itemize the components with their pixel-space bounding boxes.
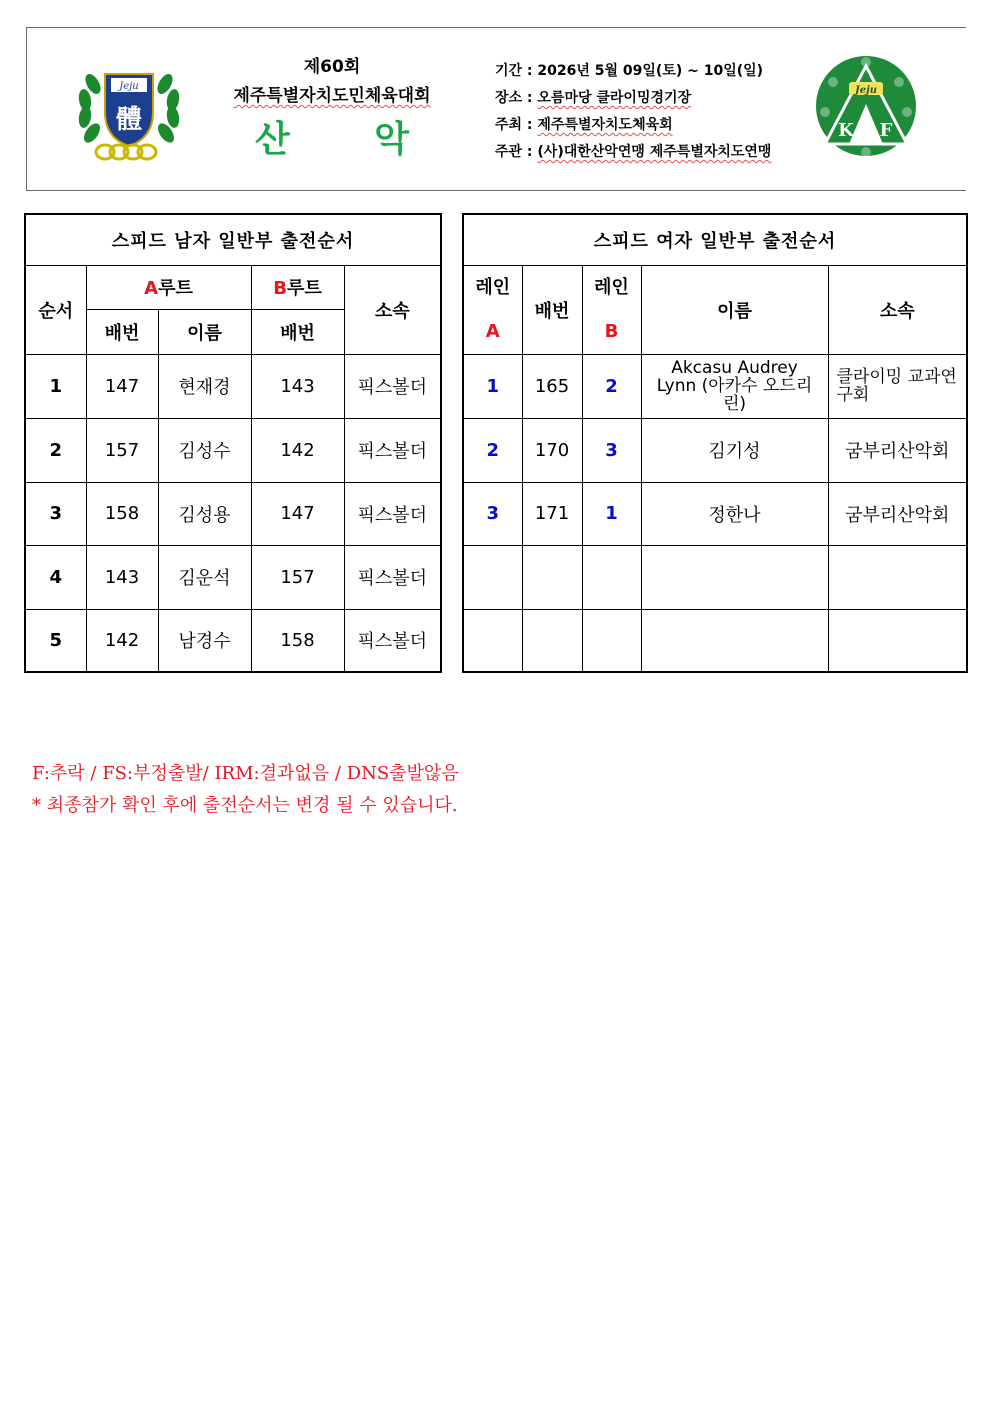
table-row: 3 158 김성용 147 픽스볼더 — [25, 482, 441, 545]
route-a-header: A루트 — [86, 265, 251, 309]
lane-a-header: 레인 A — [463, 265, 522, 354]
bib-header: 배번 — [522, 265, 582, 354]
svg-text:F: F — [879, 120, 893, 141]
women-start-list-table — [462, 213, 968, 673]
event-info — [495, 58, 771, 166]
table-row: 2 170 3 김기성 굼부리산악회 — [463, 418, 967, 482]
table-row: 1 147 현재경 143 픽스볼더 — [25, 354, 441, 418]
table-row: 2 157 김성수 142 픽스볼더 — [25, 418, 441, 482]
order-header: 순서 — [25, 265, 86, 354]
svg-text:Jeju: Jeju — [119, 81, 139, 92]
jeju-sports-council-logo — [71, 54, 187, 164]
edition-label: 제60회 — [303, 57, 361, 77]
event-title-block — [207, 52, 457, 170]
note-abbreviations: F:추락 / FS:부정출발/ IRM:결과없음 / DNS출발않음 — [32, 763, 459, 784]
women-table-title: 스피드 여자 일반부 출전순서 — [463, 214, 967, 265]
table-row: 5 142 남경수 158 픽스볼더 — [25, 609, 441, 672]
svg-text:K: K — [838, 120, 854, 141]
affiliation-header: 소속 — [828, 265, 967, 354]
route-a-name-header: 이름 — [158, 309, 251, 354]
note-order-change: * 최종참가 확인 후에 출전순서는 변경 될 수 있습니다. — [32, 795, 458, 816]
affiliation-header: 소속 — [344, 265, 441, 354]
event-header — [26, 27, 966, 191]
table-row: 3 171 1 정한나 굼부리산악회 — [463, 482, 967, 545]
table-row: 4 143 김운석 157 픽스볼더 — [25, 545, 441, 609]
svg-text:體: 體 — [115, 105, 143, 135]
table-row — [463, 609, 967, 672]
route-b-header: B루트 — [251, 265, 344, 309]
info-organizer: 주관 : (사)대한산악연맹 제주특별자치도연맹 — [495, 144, 772, 160]
event-name: 제주특별자치도민체육대회 — [233, 86, 431, 106]
jeju-alpine-federation-logo — [813, 52, 919, 160]
route-a-bib-header: 배번 — [86, 309, 158, 354]
lane-b-header: 레인 B — [582, 265, 641, 354]
info-period: 기간 : 2026년 5월 09일(토) ~ 10일(일) — [495, 63, 764, 79]
info-venue: 장소 : 오름마당 클라이밍경기장 — [495, 90, 692, 106]
svg-text:Jeju: Jeju — [855, 85, 877, 96]
notes — [32, 758, 459, 822]
men-start-list-table — [24, 213, 442, 673]
table-row: 1 165 2 Akcasu Audrey Lynn (아카수 오드리 린) 클라이밍 교과연구회 — [463, 354, 967, 418]
sport-title: 산 악 — [254, 119, 446, 160]
table-row — [463, 545, 967, 609]
route-b-bib-header: 배번 — [251, 309, 344, 354]
name-header: 이름 — [641, 265, 828, 354]
men-table-title: 스피드 남자 일반부 출전순서 — [25, 214, 441, 265]
info-host: 주최 : 제주특별자치도체육회 — [495, 117, 673, 133]
